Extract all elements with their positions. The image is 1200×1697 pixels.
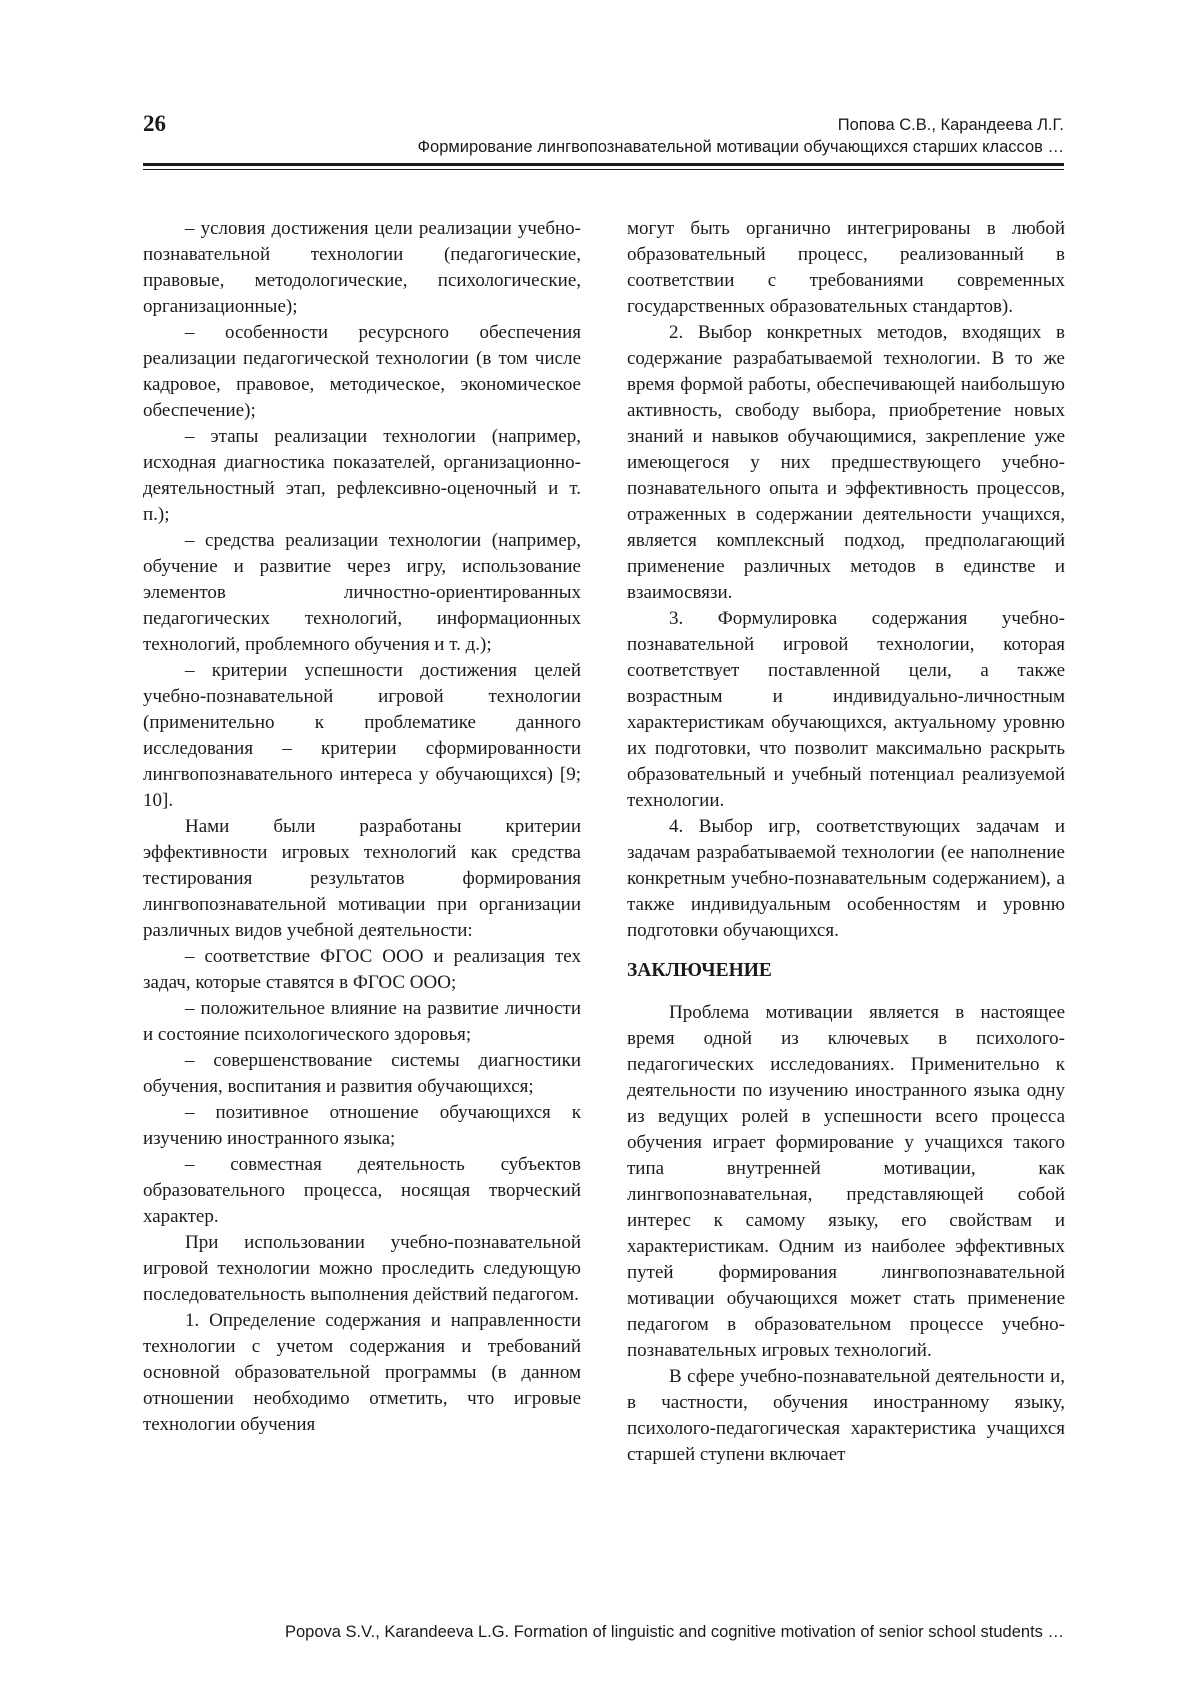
header-rule-thick [143, 163, 1064, 166]
list-item-conditions: – условия достижения цели реализации учебно-познавательной технологии (педагогические, правовые, методологические, психологические, организационные); [143, 218, 581, 317]
list-item-criteria: – критерии успешности достижения целей учебно-познавательной игровой технологии (применительно к проблематике данного исследования – критерии сформированности лингвопознавательного интереса у обучающихся) [9; 10]. [143, 660, 581, 811]
list-item-joint-activity: – совместная деятельность субъектов образовательного процесса, носящая творческий характер. [143, 1154, 581, 1227]
list-item-means: – средства реализации технологии (например, обучение и развитие через игру, использование элементов личностно-ориентированных педагогических технологий, информационных технологий, проблемного обучения и т. д.); [143, 530, 581, 655]
numbered-item-1-continued: могут быть органично интегрированы в любой образовательный процесс, реализованный в соответствии с требованиями современных государственных образовательных стандартов). [627, 218, 1065, 317]
header-rule-thin [143, 169, 1064, 170]
right-column [627, 216, 1065, 1468]
list-item-resources: – особенности ресурсного обеспечения реализации педагогической технологии (в том числе кадровое, правовое, методическое, экономическое обеспечение); [143, 322, 581, 421]
list-item-personality: – положительное влияние на развитие личности и состояние психологического здоровья; [143, 998, 581, 1045]
page-number: 26 [143, 111, 166, 136]
running-head-authors: Попова С.В., Карандеева Л.Г. [837, 116, 1064, 134]
list-item-attitude: – позитивное отношение обучающихся к изучению иностранного языка; [143, 1102, 581, 1149]
numbered-item-4: 4. Выбор игр, соответствующих задачам и задачам разрабатываемой технологии (ее наполнение конкретным учебно-познавательным содержанием), а также индивидуальным особенностям и уровню подготовки обучающихся. [627, 816, 1065, 941]
running-head-title: Формирование лингвопознавательной мотивации обучающихся старших классов … [417, 138, 1064, 156]
footer-citation: Popova S.V., Karandeeva L.G. Formation of linguistic and cognitive motivation of senior school students … [285, 1623, 1064, 1641]
list-item-fgos: – соответствие ФГОС ООО и реализация тех задач, которые ставятся в ФГОС ООО; [143, 946, 581, 993]
numbered-item-2: 2. Выбор конкретных методов, входящих в содержание разрабатываемой технологии. В то же время формой работы, обеспечивающей наибольшую активность, свободу выбора, приобретение новых знаний и навыков обучающимися, закрепление уже имеющегося у них предшествующего учебно-познавательного опыта и эффективность процессов, отраженных в содержании деятельности учащихся, является комплексный подход, предполагающий применение различных методов в единстве и взаимосвязи. [627, 322, 1065, 603]
paragraph-criteria-intro: Нами были разработаны критерии эффективности игровых технологий как средства тестирования результатов формирования лингвопознавательной мотивации при организации различных видов учебной деятельности: [143, 816, 581, 941]
conclusion-paragraph-1: Проблема мотивации является в настоящее время одной из ключевых в психолого-педагогических исследованиях. Применительно к деятельности по изучению иностранного языка одну из ведущих ролей в успешности всего процесса обучения играет формирование у учащихся такого типа внутренней мотивации, как лингвопознавательная, представляющей собой интерес к самому языку, его свойствам и характеристикам. Одним из наиболее эффективных путей формирования лингвопознавательной мотивации обучающихся может стать применение педагогом в образовательном процессе учебно-познавательных игровых технологий. [627, 1002, 1065, 1361]
numbered-item-1: 1. Определение содержания и направленности технологии с учетом содержания и требований основной образовательной программы (в данном отношении необходимо отметить, что игровые технологии обучения [143, 1310, 581, 1435]
section-heading-conclusion: ЗАКЛЮЧЕНИЕ [627, 960, 772, 981]
conclusion-paragraph-2: В сфере учебно-познавательной деятельности и, в частности, обучения иностранному языку, психолого-педагогическая характеристика учащихся старшей ступени включает [627, 1366, 1065, 1465]
left-column [143, 216, 581, 1438]
paragraph-sequence-intro: При использовании учебно-познавательной игровой технологии можно проследить следующую последовательность выполнения действий педагогом. [143, 1232, 581, 1305]
list-item-stages: – этапы реализации технологии (например, исходная диагностика показателей, организационно-деятельностный этап, рефлексивно-оценочный и т. п.); [143, 426, 581, 525]
running-head [417, 114, 1064, 158]
list-item-diagnostics: – совершенствование системы диагностики обучения, воспитания и развития обучающихся; [143, 1050, 581, 1097]
numbered-item-3: 3. Формулировка содержания учебно-познавательной игровой технологии, которая соответствует поставленной цели, а также возрастным и индивидуально-личностным характеристикам обучающихся, актуальному уровню их подготовки, что позволит максимально раскрыть образовательный и учебный потенциал реализуемой технологии. [627, 608, 1065, 811]
